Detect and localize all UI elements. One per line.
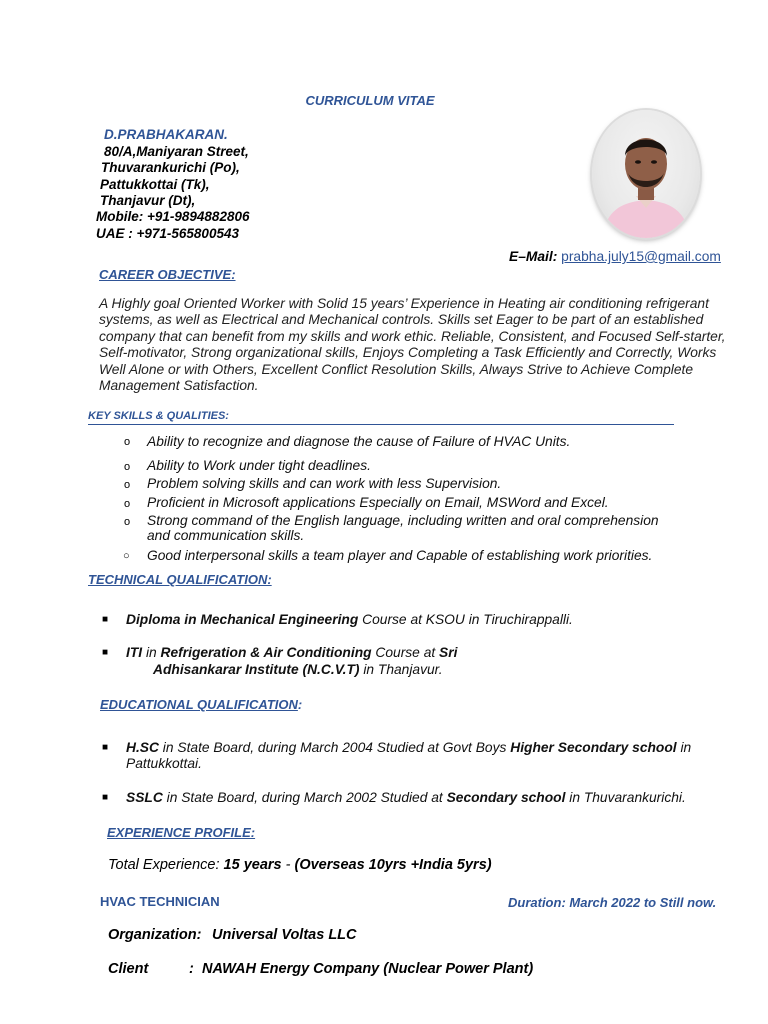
total-experience-years: 15 years	[223, 857, 282, 873]
email-link[interactable]: prabha.july15@gmail.com	[561, 249, 721, 264]
square-bullet-icon: ■	[102, 742, 109, 753]
skill-item-6: Good interpersonal skills a team player and Capable of establishing work priorities.	[147, 548, 653, 563]
technical-item-2-cont	[153, 662, 443, 677]
skill-item-5-cont: and communication skills.	[147, 528, 305, 543]
skill-item-5: Strong command of the English language, including written and oral comprehension	[147, 513, 659, 528]
iti-institute: Adhisankarar Institute (N.C.V.T)	[153, 662, 360, 677]
job-duration: Duration: March 2022 to Still now.	[508, 895, 717, 910]
circle-bullet-icon: o	[124, 461, 131, 473]
profile-photo	[592, 110, 700, 238]
hsc-school: Higher Secondary school	[510, 740, 677, 755]
hsc-in: in	[676, 740, 692, 755]
uae-number: UAE : +971-565800543	[96, 226, 239, 241]
education-heading-text: EDUCATIONAL QUALIFICATION	[100, 697, 298, 712]
iti-course: Refrigeration & Air Conditioning	[160, 645, 372, 660]
total-experience	[108, 857, 492, 873]
skill-item-4: Proficient in Microsoft applications Especially on Email, MSWord and Excel.	[147, 495, 609, 510]
diploma-detail: Course at KSOU in Tiruchirappalli.	[358, 612, 573, 627]
square-bullet-icon: ■	[102, 614, 109, 625]
education-item-1	[126, 740, 691, 755]
job-title: HVAC TECHNICIAN	[100, 894, 220, 909]
skill-item-1: Ability to recognize and diagnose the cause of Failure of HVAC Units.	[147, 434, 571, 449]
career-objective-text: A Highly goal Oriented Worker with Solid 15 years’ Experience in Heating air conditioning refrigerant systems, as well as Electrical and Mechanical controls. Skills set Eager to be part of an established company that can benefit from my skills and work ethic. Reliable, Consistent, and Focused Self-starter, Self-motivator, Strong organizational skills, Enjoys Completing a Task Efficiently and Correctly, Works Well Alone or with Others, Excellent Conflict Resolution Skills, Always Strive to Achieve Complete Management Satisfaction.	[99, 296, 726, 394]
technical-item-1	[126, 612, 573, 627]
education-item-1-cont: Pattukkottai.	[126, 756, 202, 771]
total-experience-label: Total Experience:	[108, 857, 224, 873]
email-row	[509, 249, 721, 264]
square-bullet-icon: ■	[102, 647, 109, 658]
organization-value: Universal Voltas LLC	[212, 927, 357, 943]
circle-bullet-icon: ○	[123, 550, 130, 562]
career-objective-heading: CAREER OBJECTIVE:	[99, 267, 236, 282]
circle-bullet-icon: o	[124, 479, 131, 491]
technical-qualification-heading: TECHNICAL QUALIFICATION:	[88, 572, 272, 587]
organization-label: Organization:	[108, 927, 202, 943]
client-colon: :	[189, 961, 194, 977]
circle-bullet-icon: o	[124, 436, 131, 448]
total-experience-detail: (Overseas 10yrs +India 5yrs)	[294, 857, 492, 873]
hsc-text: in State Board, during March 2004 Studied at Govt Boys	[158, 740, 511, 755]
section-divider	[88, 424, 674, 425]
iti-text-1: in	[142, 645, 161, 660]
experience-profile-heading: EXPERIENCE PROFILE:	[107, 825, 256, 840]
address-line-1: 80/A,Maniyaran Street,	[104, 144, 249, 159]
client-value: NAWAH Energy Company (Nuclear Power Plant)	[202, 961, 534, 977]
email-label: E–Mail:	[509, 249, 558, 264]
person-photo-icon	[592, 110, 700, 238]
sslc-location: in Thuvarankurichi.	[565, 790, 686, 805]
educational-qualification-heading	[100, 697, 302, 712]
circle-bullet-icon: o	[124, 516, 131, 528]
address-line-3: Pattukkottai (Tk),	[100, 177, 210, 192]
address-line-4: Thanjavur (Dt),	[100, 193, 196, 208]
sslc-label: SSLC	[126, 790, 163, 805]
technical-item-2	[126, 645, 457, 660]
hsc-label: H.SC	[126, 740, 159, 755]
skill-item-3: Problem solving skills and can work with less Supervision.	[147, 476, 502, 491]
education-item-2	[126, 790, 686, 805]
diploma-title: Diploma in Mechanical Engineering	[126, 612, 359, 627]
education-heading-colon: :	[297, 697, 303, 712]
candidate-name: D.PRABHAKARAN.	[104, 127, 228, 142]
skill-item-2: Ability to Work under tight deadlines.	[147, 458, 371, 473]
address-line-2: Thuvarankurichi (Po),	[101, 160, 240, 175]
square-bullet-icon: ■	[102, 792, 109, 803]
iti-location: in Thanjavur.	[359, 662, 443, 677]
total-experience-sep: -	[281, 857, 295, 873]
sslc-school: Secondary school	[446, 790, 566, 805]
circle-bullet-icon: o	[124, 498, 131, 510]
client-label: Client	[108, 961, 149, 977]
iti-label: ITI	[126, 645, 143, 660]
sslc-text: in State Board, during March 2002 Studied at	[162, 790, 447, 805]
iti-sri: Sri	[439, 645, 458, 660]
key-skills-heading: KEY SKILLS & QUALITIES:	[88, 410, 229, 422]
mobile-number: Mobile: +91-9894882806	[96, 209, 250, 224]
iti-text-2: Course at	[371, 645, 440, 660]
page-title: CURRICULUM VITAE	[305, 93, 435, 108]
